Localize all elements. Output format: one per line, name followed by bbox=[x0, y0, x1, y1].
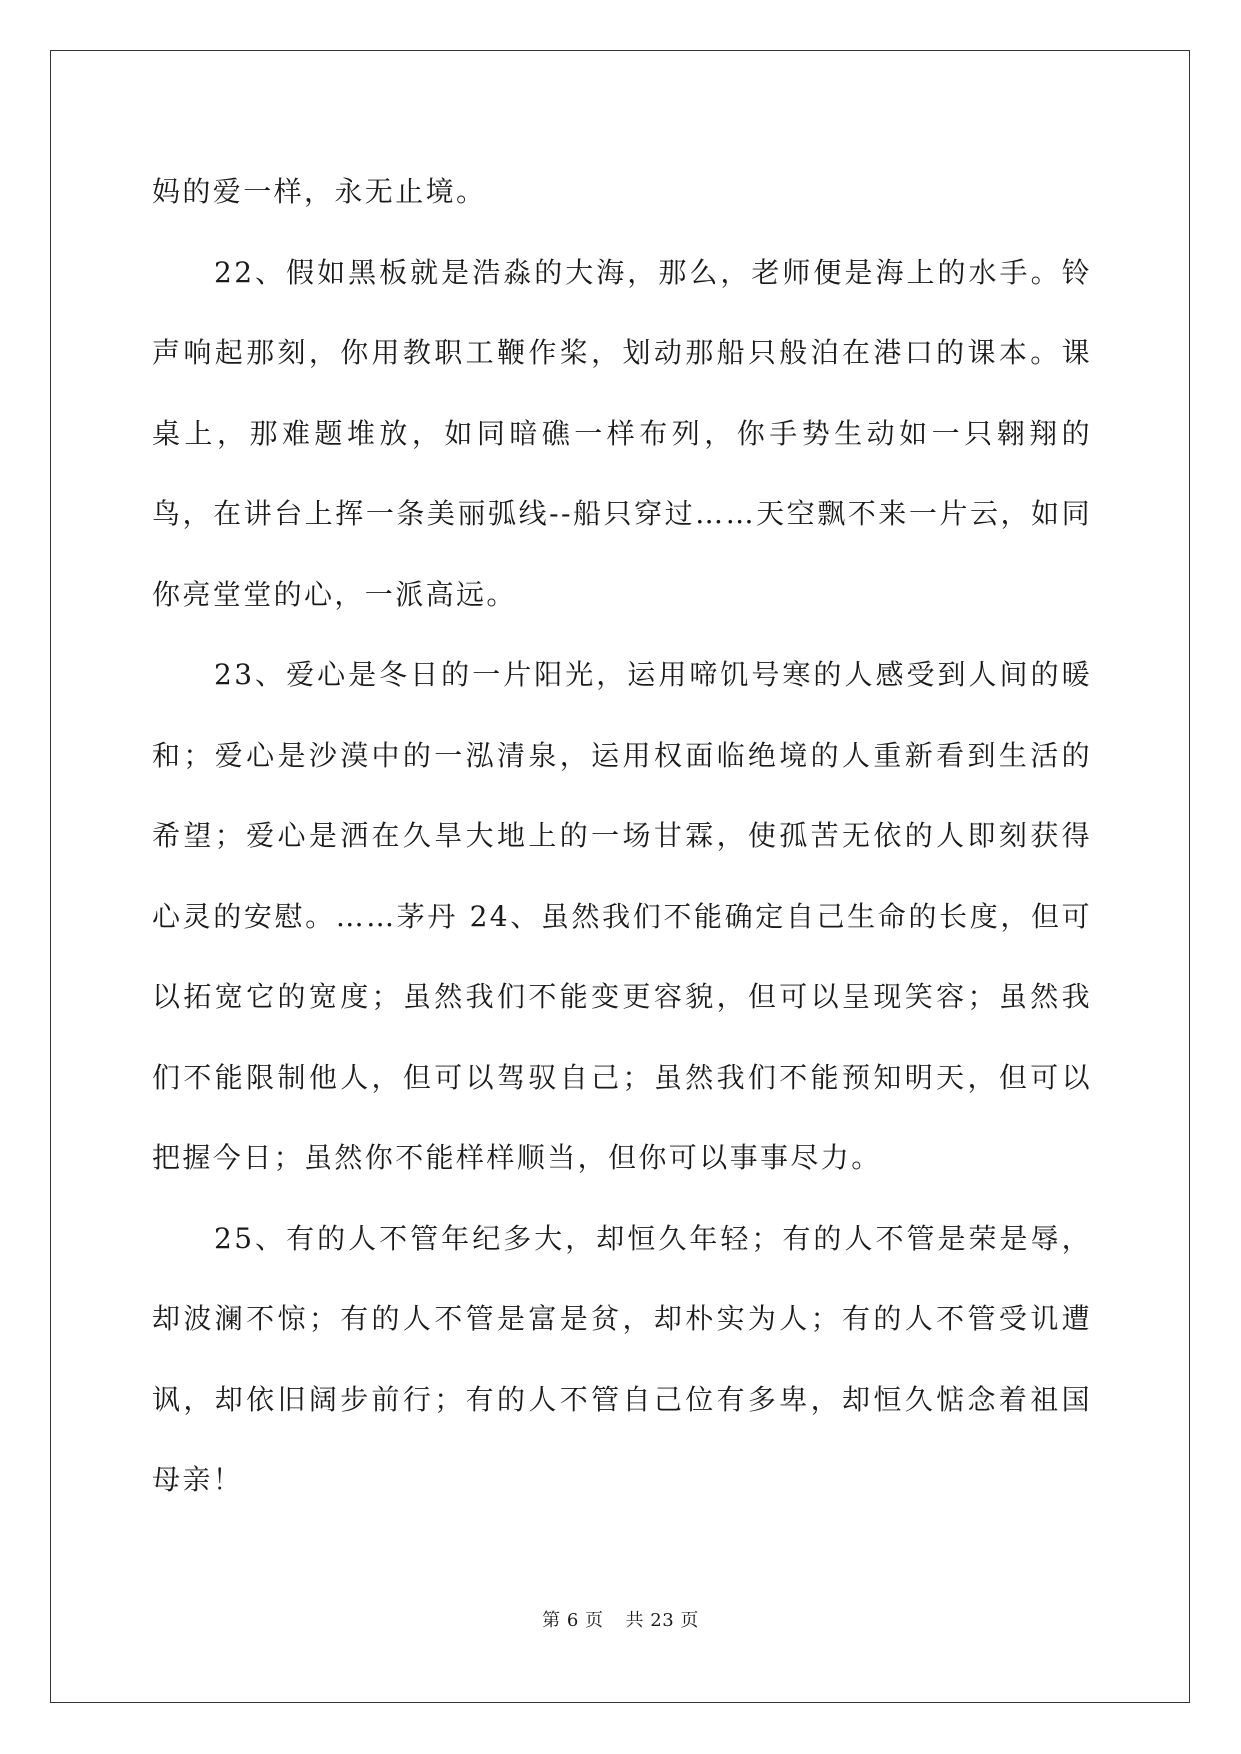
page-total: 共 23 页 bbox=[625, 1610, 699, 1631]
document-body bbox=[152, 152, 1092, 1521]
paragraph-25: 25、有的人不管年纪多大，却恒久年轻；有的人不管是荣是辱，却波澜不惊；有的人不管是富是贫，却朴实为人；有的人不管受讥遭讽，却依旧阔步前行；有的人不管自己位有多卑，却恒久惦念着祖国母亲！ bbox=[152, 1221, 1092, 1496]
page-footer bbox=[0, 1606, 1241, 1632]
page-number: 第 6 页 bbox=[542, 1610, 604, 1631]
paragraph-continuation: 妈的爱一样，永无止境。 bbox=[152, 175, 487, 208]
paragraph-22: 22、假如黑板就是浩淼的大海，那么，老师便是海上的水手。铃声响起那刻，你用教职工鞭作桨，划动那船只般泊在港口的课本。课桌上，那难题堆放，如同暗礁一样布列，你手势生动如一只翱翔的鸟，在讲台上挥一条美丽弧线--船只穿过……天空飘不来一片云，如同你亮堂堂的心，一派高远。 bbox=[152, 255, 1092, 611]
paragraph-23: 23、爱心是冬日的一片阳光，运用啼饥号寒的人感受到人间的暖和；爱心是沙漠中的一泓清泉，运用权面临绝境的人重新看到生活的希望；爱心是洒在久旱大地上的一场甘霖，使孤苦无依的人即刻获得心灵的安慰。……茅丹 24、虽然我们不能确定自己生命的长度，但可以拓宽它的宽度；虽然我们不能变更容貌，但可以呈现笑容；虽然我们不能限制他人，但可以驾驭自己；虽然我们不能预知明天，但可以把握今日；虽然你不能样样顺当，但你可以事事尽力。 bbox=[152, 658, 1092, 1174]
